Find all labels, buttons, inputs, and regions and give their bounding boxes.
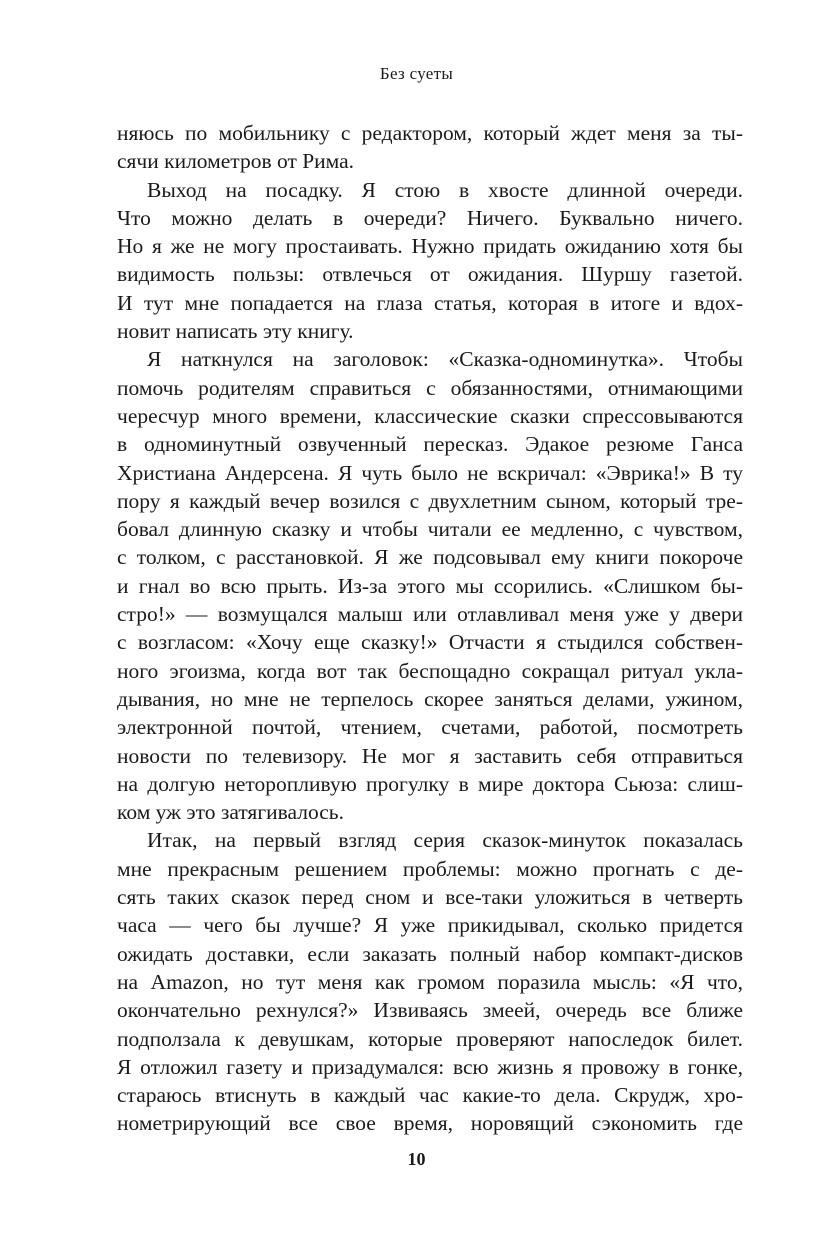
body-text [117, 119, 743, 1138]
text-line: помочь родителям справиться с обязанностями, отнимающими [117, 375, 743, 400]
text-line: с толком, с расстановкой. Я же подсовывал ему книги покороче [117, 545, 743, 570]
text-line: электронной почтой, чтением, счетами, работой, посмотреть [117, 715, 743, 740]
text-line: пору я каждый вечер возился с двухлетним сыном, который тре- [117, 488, 743, 513]
text-line: бовал длинную сказку и чтобы читали ее медленно, с чувством, [117, 517, 743, 542]
text-line: с возгласом: «Хочу еще сказку!» Отчасти я стыдился собствен- [117, 630, 743, 655]
page-number: 10 [407, 1149, 426, 1169]
text-line: на Amazon, но тут меня как громом поразила мысль: «Я что, [117, 969, 743, 994]
text-line: на долгую неторопливую прогулку в мире доктора Сьюза: слиш- [117, 771, 743, 796]
text-line: ожидать доставки, если заказать полный набор компакт-дисков [117, 941, 743, 966]
text-line: И тут мне попадается на глаза статья, которая в итоге и вдох- [117, 290, 743, 315]
paragraph [117, 826, 743, 1137]
text-line: дывания, но мне не терпелось скорее заняться делами, ужином, [117, 686, 743, 711]
text-line: ного эгоизма, когда вот так беспощадно сокращал ритуал укла- [117, 658, 743, 683]
text-line: ком уж это затягивалось. [117, 800, 344, 825]
text-line: Я наткнулся на заголовок: «Сказка-одноминутка». Чтобы [147, 347, 743, 372]
text-line: чересчур много времени, классические сказки спрессовываются [117, 403, 743, 428]
text-line: Я отложил газету и призадумался: всю жизнь я провожу в гонке, [117, 1054, 743, 1079]
text-line: видимость пользы: отвлечься от ожидания. Шуршу газетой. [117, 262, 743, 287]
text-line: сячи километров от Рима. [117, 149, 355, 174]
text-line: стро!» — возмущался малыш или отлавливал меня уже у двери [117, 602, 743, 627]
text-line: Итак, на первый взгляд серия сказок-минуток показалась [147, 828, 743, 853]
text-line: нометрирующий все свое время, норовящий сэкономить где [117, 1111, 743, 1136]
text-line: стараюсь втиснуть в каждый час какие-то дела. Скрудж, хро- [117, 1083, 743, 1108]
text-line: новости по телевизору. Не мог я заставить себя отправиться [117, 743, 743, 768]
text-line: окончательно рехнулся?» Извиваясь змеей, очередь все ближе [117, 998, 743, 1023]
text-line: подползала к девушкам, которые проверяют напоследок билет. [117, 1026, 743, 1051]
text-line: Выход на посадку. Я стою в хвосте длинной очереди. [147, 177, 743, 202]
text-line: и гнал во всю прыть. Из-за этого мы ссорились. «Слишком бы- [117, 573, 743, 598]
text-line: Но я же не могу простаивать. Нужно придать ожиданию хотя бы [117, 234, 743, 259]
text-line: сять таких сказок перед сном и все-таки уложиться в четверть [117, 885, 743, 910]
running-head: Без суеты [379, 64, 454, 83]
paragraph [117, 345, 743, 826]
text-line: Что можно делать в очереди? Ничего. Буквально ничего. [117, 205, 743, 230]
text-line: няюсь по мобильнику с редактором, который ждет меня за ты- [117, 121, 743, 145]
text-line: мне прекрасным решением проблемы: можно прогнать с де- [117, 856, 743, 881]
text-line: Христиана Андерсена. Я чуть было не вскричал: «Эврика!» В ту [117, 460, 743, 485]
paragraph [117, 176, 743, 346]
text-line: часа — чего бы лучше? Я уже прикидывал, сколько придется [117, 913, 743, 938]
paragraph [117, 119, 743, 176]
text-line: в одноминутный озвученный пересказ. Эдакое резюме Ганса [117, 432, 743, 457]
text-line: новит написать эту книгу. [117, 319, 354, 344]
